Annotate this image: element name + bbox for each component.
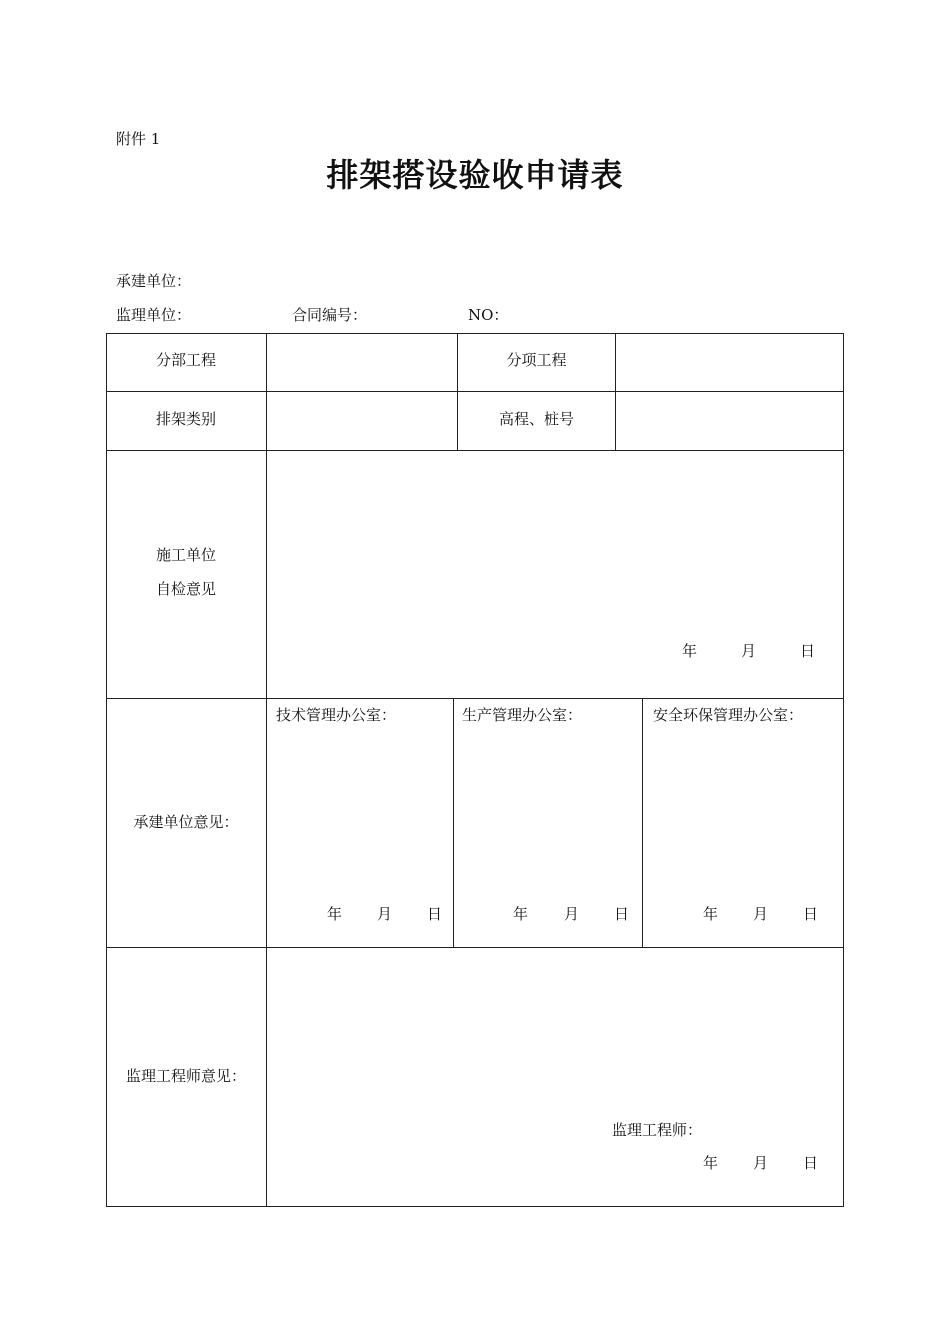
tech-office-opinion-area[interactable]	[267, 728, 453, 888]
scaffold-type-label: 排架类别	[155, 410, 216, 428]
table-border-right	[843, 333, 844, 1207]
contract-no-label: 合同编号：	[292, 306, 368, 324]
sub-division-label: 分部工程	[155, 351, 216, 369]
table-border-bottom	[106, 1206, 844, 1207]
date-year: 年	[513, 905, 529, 923]
date-month: 月	[753, 1154, 769, 1172]
supervisor-label: 监理单位：	[116, 306, 192, 324]
date-month: 月	[377, 905, 393, 923]
contractor-opinion-label: 承建单位意见：	[133, 813, 239, 831]
date-year: 年	[327, 905, 343, 923]
date-day: 日	[614, 905, 630, 923]
date-year: 年	[703, 905, 719, 923]
self-check-opinion-area[interactable]	[267, 451, 843, 631]
self-check-label-line2: 自检意见	[155, 580, 216, 598]
date-month: 月	[564, 905, 580, 923]
date-day: 日	[803, 905, 819, 923]
tech-office-label: 技术管理办公室：	[276, 706, 397, 724]
date-year: 年	[682, 642, 698, 660]
date-month: 月	[741, 642, 757, 660]
table-line	[106, 698, 844, 699]
safety-office-label: 安全环保管理办公室：	[653, 706, 804, 724]
date-month: 月	[753, 905, 769, 923]
date-year: 年	[703, 1154, 719, 1172]
page-title: 排架搭设验收申请表	[326, 156, 624, 194]
elevation-pile-label: 高程、桩号	[498, 410, 574, 428]
scaffold-type-value[interactable]	[267, 392, 457, 450]
elevation-pile-value[interactable]	[616, 392, 843, 450]
supervisor-engineer-label: 监理工程师：	[612, 1121, 703, 1139]
self-check-label-line1: 施工单位	[155, 546, 216, 564]
supervisor-opinion-area[interactable]	[267, 948, 843, 1108]
safety-office-opinion-area[interactable]	[643, 728, 843, 888]
production-office-label: 生产管理办公室：	[462, 706, 583, 724]
production-office-opinion-area[interactable]	[454, 728, 642, 888]
supervisor-opinion-label: 监理工程师意见：	[125, 1067, 246, 1085]
sub-item-label: 分项工程	[506, 351, 567, 369]
attachment-label: 附件 1	[116, 130, 161, 148]
sub-division-value[interactable]	[267, 334, 457, 391]
date-day: 日	[427, 905, 443, 923]
sub-item-value[interactable]	[616, 334, 843, 391]
date-day: 日	[803, 1154, 819, 1172]
no-label: NO：	[468, 306, 509, 324]
contractor-label: 承建单位：	[116, 272, 192, 290]
date-day: 日	[800, 642, 816, 660]
